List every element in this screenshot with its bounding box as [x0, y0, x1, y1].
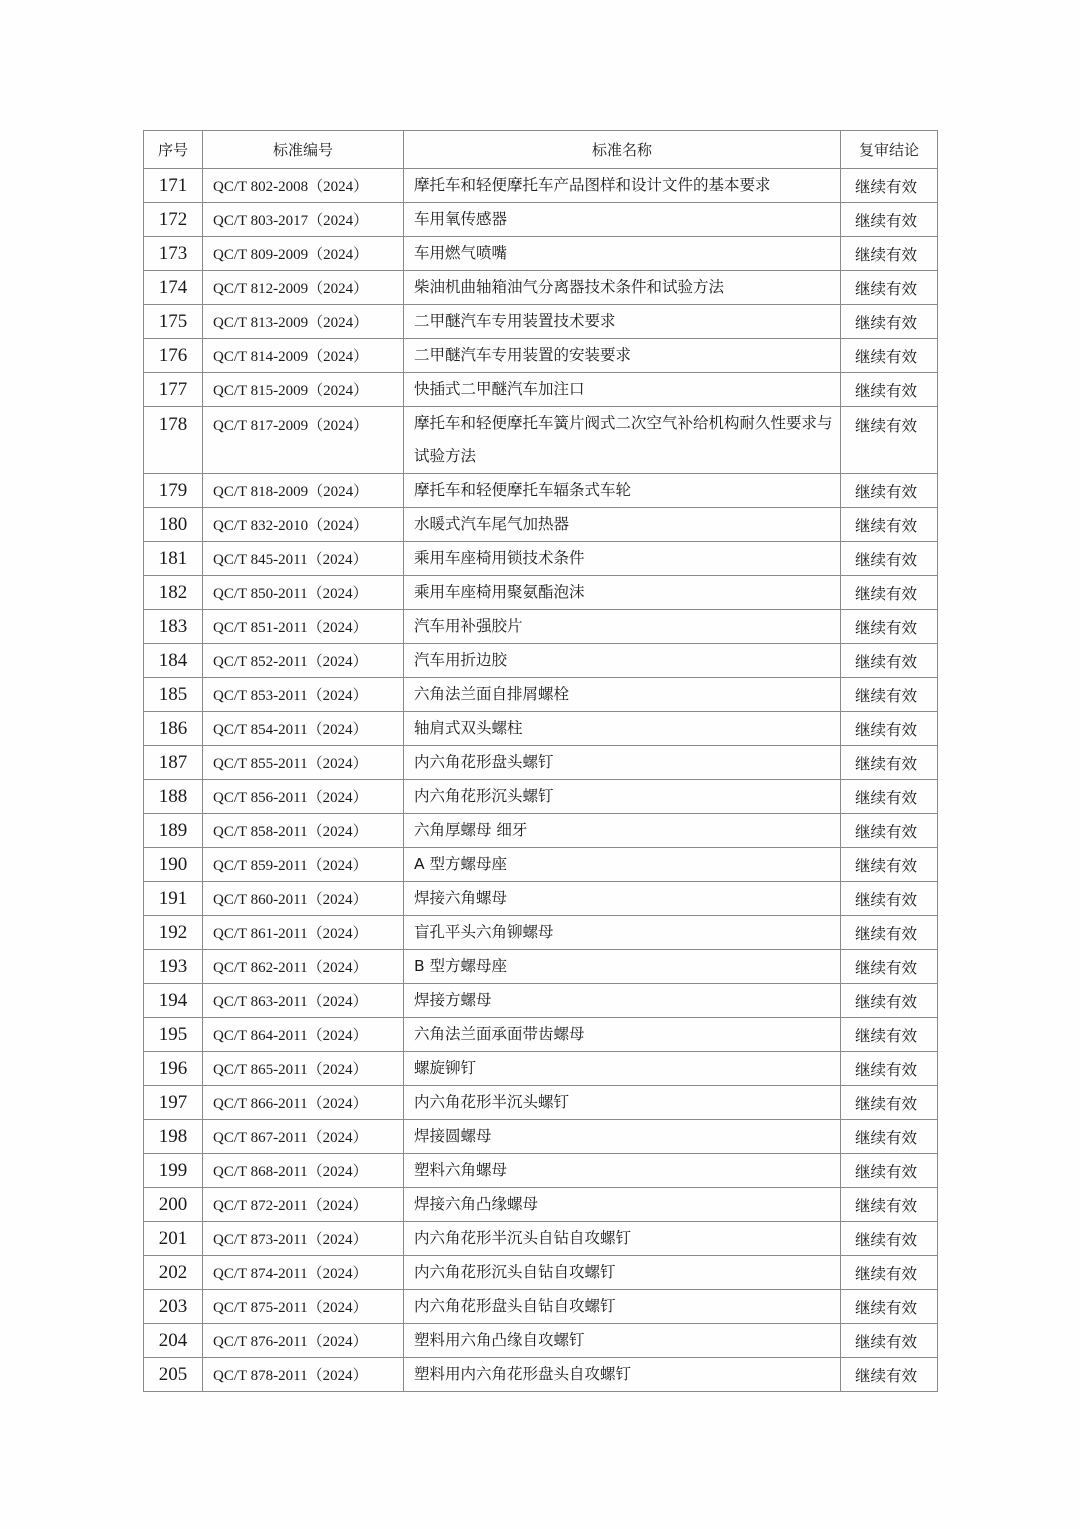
row-review-conclusion: 继续有效 — [841, 542, 938, 576]
row-standard-name: 轴肩式双头螺柱 — [404, 712, 841, 746]
row-serial-number: 192 — [144, 916, 203, 950]
header-standard-code: 标准编号 — [203, 131, 404, 169]
row-review-conclusion: 继续有效 — [841, 644, 938, 678]
row-standard-name: 螺旋铆钉 — [404, 1052, 841, 1086]
row-standard-name: 车用燃气喷嘴 — [404, 237, 841, 271]
row-standard-name: 乘用车座椅用聚氨酯泡沫 — [404, 576, 841, 610]
row-standard-code: QC/T 872-2011（2024） — [203, 1188, 404, 1222]
header-standard-name: 标准名称 — [404, 131, 841, 169]
row-standard-code: QC/T 864-2011（2024） — [203, 1018, 404, 1052]
row-standard-code: QC/T 856-2011（2024） — [203, 780, 404, 814]
row-standard-name: 摩托车和轻便摩托车辐条式车轮 — [404, 474, 841, 508]
row-standard-code: QC/T 867-2011（2024） — [203, 1120, 404, 1154]
table-row — [144, 1256, 938, 1290]
row-serial-number: 205 — [144, 1358, 203, 1392]
row-serial-number: 204 — [144, 1324, 203, 1358]
row-review-conclusion: 继续有效 — [841, 271, 938, 305]
row-review-conclusion: 继续有效 — [841, 1188, 938, 1222]
table-row — [144, 1222, 938, 1256]
row-serial-number: 198 — [144, 1120, 203, 1154]
row-standard-name: 车用氧传感器 — [404, 203, 841, 237]
row-standard-name: B 型方螺母座 — [404, 950, 841, 984]
row-standard-code: QC/T 866-2011（2024） — [203, 1086, 404, 1120]
row-standard-name: 内六角花形盘头螺钉 — [404, 746, 841, 780]
row-standard-code: QC/T 817-2009（2024） — [203, 407, 404, 474]
table-row — [144, 644, 938, 678]
row-standard-code: QC/T 851-2011（2024） — [203, 610, 404, 644]
row-standard-code: QC/T 868-2011（2024） — [203, 1154, 404, 1188]
row-standard-code: QC/T 859-2011（2024） — [203, 848, 404, 882]
row-review-conclusion: 继续有效 — [841, 814, 938, 848]
row-standard-name: 内六角花形盘头自钻自攻螺钉 — [404, 1290, 841, 1324]
row-review-conclusion: 继续有效 — [841, 916, 938, 950]
row-review-conclusion: 继续有效 — [841, 1256, 938, 1290]
row-standard-code: QC/T 863-2011（2024） — [203, 984, 404, 1018]
table-row — [144, 576, 938, 610]
row-standard-name: 六角厚螺母 细牙 — [404, 814, 841, 848]
row-standard-name: A 型方螺母座 — [404, 848, 841, 882]
row-standard-name: 内六角花形沉头自钻自攻螺钉 — [404, 1256, 841, 1290]
row-standard-name: 汽车用折边胶 — [404, 644, 841, 678]
table-body — [144, 169, 938, 1392]
row-serial-number: 173 — [144, 237, 203, 271]
row-standard-code: QC/T 850-2011（2024） — [203, 576, 404, 610]
row-serial-number: 176 — [144, 339, 203, 373]
table-row — [144, 169, 938, 203]
row-standard-name: 六角法兰面承面带齿螺母 — [404, 1018, 841, 1052]
table-row — [144, 373, 938, 407]
row-review-conclusion: 继续有效 — [841, 950, 938, 984]
row-serial-number: 190 — [144, 848, 203, 882]
row-review-conclusion: 继续有效 — [841, 1120, 938, 1154]
row-serial-number: 177 — [144, 373, 203, 407]
row-serial-number: 202 — [144, 1256, 203, 1290]
row-standard-code: QC/T 875-2011（2024） — [203, 1290, 404, 1324]
row-standard-name: 内六角花形半沉头螺钉 — [404, 1086, 841, 1120]
row-standard-code: QC/T 858-2011（2024） — [203, 814, 404, 848]
table-row — [144, 848, 938, 882]
row-review-conclusion: 继续有效 — [841, 1222, 938, 1256]
row-standard-name: 快插式二甲醚汽车加注口 — [404, 373, 841, 407]
row-serial-number: 199 — [144, 1154, 203, 1188]
table-row — [144, 407, 938, 474]
row-standard-code: QC/T 860-2011（2024） — [203, 882, 404, 916]
standards-review-table — [143, 130, 938, 1392]
header-serial-number: 序号 — [144, 131, 203, 169]
row-review-conclusion: 继续有效 — [841, 508, 938, 542]
row-standard-name: 焊接六角螺母 — [404, 882, 841, 916]
row-standard-code: QC/T 813-2009（2024） — [203, 305, 404, 339]
row-standard-code: QC/T 862-2011（2024） — [203, 950, 404, 984]
row-review-conclusion: 继续有效 — [841, 237, 938, 271]
row-standard-name: 内六角花形半沉头自钻自攻螺钉 — [404, 1222, 841, 1256]
row-standard-name: 内六角花形沉头螺钉 — [404, 780, 841, 814]
row-serial-number: 180 — [144, 508, 203, 542]
table-header-row — [144, 131, 938, 169]
row-standard-name: 塑料用六角凸缘自攻螺钉 — [404, 1324, 841, 1358]
row-standard-code: QC/T 809-2009（2024） — [203, 237, 404, 271]
table-row — [144, 780, 938, 814]
table-row — [144, 712, 938, 746]
table-row — [144, 678, 938, 712]
row-standard-code: QC/T 853-2011（2024） — [203, 678, 404, 712]
table-row — [144, 237, 938, 271]
table-row — [144, 339, 938, 373]
row-review-conclusion: 继续有效 — [841, 305, 938, 339]
row-standard-name: 焊接六角凸缘螺母 — [404, 1188, 841, 1222]
table-row — [144, 610, 938, 644]
row-serial-number: 188 — [144, 780, 203, 814]
row-review-conclusion: 继续有效 — [841, 203, 938, 237]
table-row — [144, 882, 938, 916]
row-review-conclusion: 继续有效 — [841, 610, 938, 644]
row-serial-number: 200 — [144, 1188, 203, 1222]
row-standard-name: 盲孔平头六角铆螺母 — [404, 916, 841, 950]
table-row — [144, 950, 938, 984]
table-row — [144, 814, 938, 848]
row-review-conclusion: 继续有效 — [841, 1358, 938, 1392]
table-row — [144, 1052, 938, 1086]
table-row — [144, 305, 938, 339]
table-row — [144, 474, 938, 508]
row-standard-name: 汽车用补强胶片 — [404, 610, 841, 644]
row-serial-number: 189 — [144, 814, 203, 848]
row-serial-number: 187 — [144, 746, 203, 780]
row-serial-number: 195 — [144, 1018, 203, 1052]
row-standard-code: QC/T 815-2009（2024） — [203, 373, 404, 407]
row-review-conclusion: 继续有效 — [841, 1086, 938, 1120]
row-review-conclusion: 继续有效 — [841, 1290, 938, 1324]
table-row — [144, 508, 938, 542]
row-serial-number: 194 — [144, 984, 203, 1018]
row-standard-code: QC/T 832-2010（2024） — [203, 508, 404, 542]
row-serial-number: 197 — [144, 1086, 203, 1120]
table-row — [144, 1018, 938, 1052]
row-standard-code: QC/T 876-2011（2024） — [203, 1324, 404, 1358]
row-review-conclusion: 继续有效 — [841, 1324, 938, 1358]
row-serial-number: 182 — [144, 576, 203, 610]
row-standard-name: 水暖式汽车尾气加热器 — [404, 508, 841, 542]
row-review-conclusion: 继续有效 — [841, 1052, 938, 1086]
table-row — [144, 746, 938, 780]
row-serial-number: 181 — [144, 542, 203, 576]
table-row — [144, 1290, 938, 1324]
row-review-conclusion: 继续有效 — [841, 576, 938, 610]
row-review-conclusion: 继续有效 — [841, 712, 938, 746]
row-standard-code: QC/T 854-2011（2024） — [203, 712, 404, 746]
row-serial-number: 196 — [144, 1052, 203, 1086]
row-standard-code: QC/T 818-2009（2024） — [203, 474, 404, 508]
table-row — [144, 203, 938, 237]
row-serial-number: 178 — [144, 407, 203, 474]
row-standard-code: QC/T 878-2011（2024） — [203, 1358, 404, 1392]
row-serial-number: 183 — [144, 610, 203, 644]
row-standard-code: QC/T 814-2009（2024） — [203, 339, 404, 373]
table-row — [144, 1086, 938, 1120]
table-row — [144, 1324, 938, 1358]
row-standard-code: QC/T 852-2011（2024） — [203, 644, 404, 678]
row-standard-code: QC/T 874-2011（2024） — [203, 1256, 404, 1290]
row-standard-code: QC/T 845-2011（2024） — [203, 542, 404, 576]
table-row — [144, 1358, 938, 1392]
row-review-conclusion: 继续有效 — [841, 984, 938, 1018]
table-row — [144, 984, 938, 1018]
row-standard-code: QC/T 802-2008（2024） — [203, 169, 404, 203]
row-standard-name: 二甲醚汽车专用装置技术要求 — [404, 305, 841, 339]
row-serial-number: 193 — [144, 950, 203, 984]
row-standard-code: QC/T 855-2011（2024） — [203, 746, 404, 780]
table-row — [144, 271, 938, 305]
row-standard-name: 柴油机曲轴箱油气分离器技术条件和试验方法 — [404, 271, 841, 305]
row-serial-number: 172 — [144, 203, 203, 237]
table-row — [144, 1154, 938, 1188]
row-review-conclusion: 继续有效 — [841, 1018, 938, 1052]
table-row — [144, 1120, 938, 1154]
row-review-conclusion: 继续有效 — [841, 1154, 938, 1188]
row-review-conclusion: 继续有效 — [841, 882, 938, 916]
row-standard-name: 六角法兰面自排屑螺栓 — [404, 678, 841, 712]
row-serial-number: 171 — [144, 169, 203, 203]
row-standard-code: QC/T 861-2011（2024） — [203, 916, 404, 950]
row-standard-name: 塑料六角螺母 — [404, 1154, 841, 1188]
row-standard-code: QC/T 803-2017（2024） — [203, 203, 404, 237]
row-standard-name: 摩托车和轻便摩托车簧片阀式二次空气补给机构耐久性要求与试验方法 — [404, 407, 841, 474]
row-standard-code: QC/T 812-2009（2024） — [203, 271, 404, 305]
row-review-conclusion: 继续有效 — [841, 848, 938, 882]
row-serial-number: 186 — [144, 712, 203, 746]
row-review-conclusion: 继续有效 — [841, 407, 938, 474]
table-row — [144, 542, 938, 576]
row-review-conclusion: 继续有效 — [841, 746, 938, 780]
row-review-conclusion: 继续有效 — [841, 780, 938, 814]
row-serial-number: 203 — [144, 1290, 203, 1324]
row-review-conclusion: 继续有效 — [841, 339, 938, 373]
row-serial-number: 191 — [144, 882, 203, 916]
row-serial-number: 185 — [144, 678, 203, 712]
row-serial-number: 174 — [144, 271, 203, 305]
row-review-conclusion: 继续有效 — [841, 373, 938, 407]
row-review-conclusion: 继续有效 — [841, 169, 938, 203]
row-review-conclusion: 继续有效 — [841, 678, 938, 712]
row-standard-name: 摩托车和轻便摩托车产品图样和设计文件的基本要求 — [404, 169, 841, 203]
row-serial-number: 184 — [144, 644, 203, 678]
row-standard-name: 塑料用内六角花形盘头自攻螺钉 — [404, 1358, 841, 1392]
row-standard-name: 焊接圆螺母 — [404, 1120, 841, 1154]
table-row — [144, 916, 938, 950]
row-review-conclusion: 继续有效 — [841, 474, 938, 508]
row-standard-name: 二甲醚汽车专用装置的安装要求 — [404, 339, 841, 373]
row-standard-code: QC/T 873-2011（2024） — [203, 1222, 404, 1256]
row-standard-name: 焊接方螺母 — [404, 984, 841, 1018]
row-standard-name: 乘用车座椅用锁技术条件 — [404, 542, 841, 576]
row-serial-number: 201 — [144, 1222, 203, 1256]
row-serial-number: 175 — [144, 305, 203, 339]
header-review-conclusion: 复审结论 — [841, 131, 938, 169]
table-row — [144, 1188, 938, 1222]
row-serial-number: 179 — [144, 474, 203, 508]
row-standard-code: QC/T 865-2011（2024） — [203, 1052, 404, 1086]
